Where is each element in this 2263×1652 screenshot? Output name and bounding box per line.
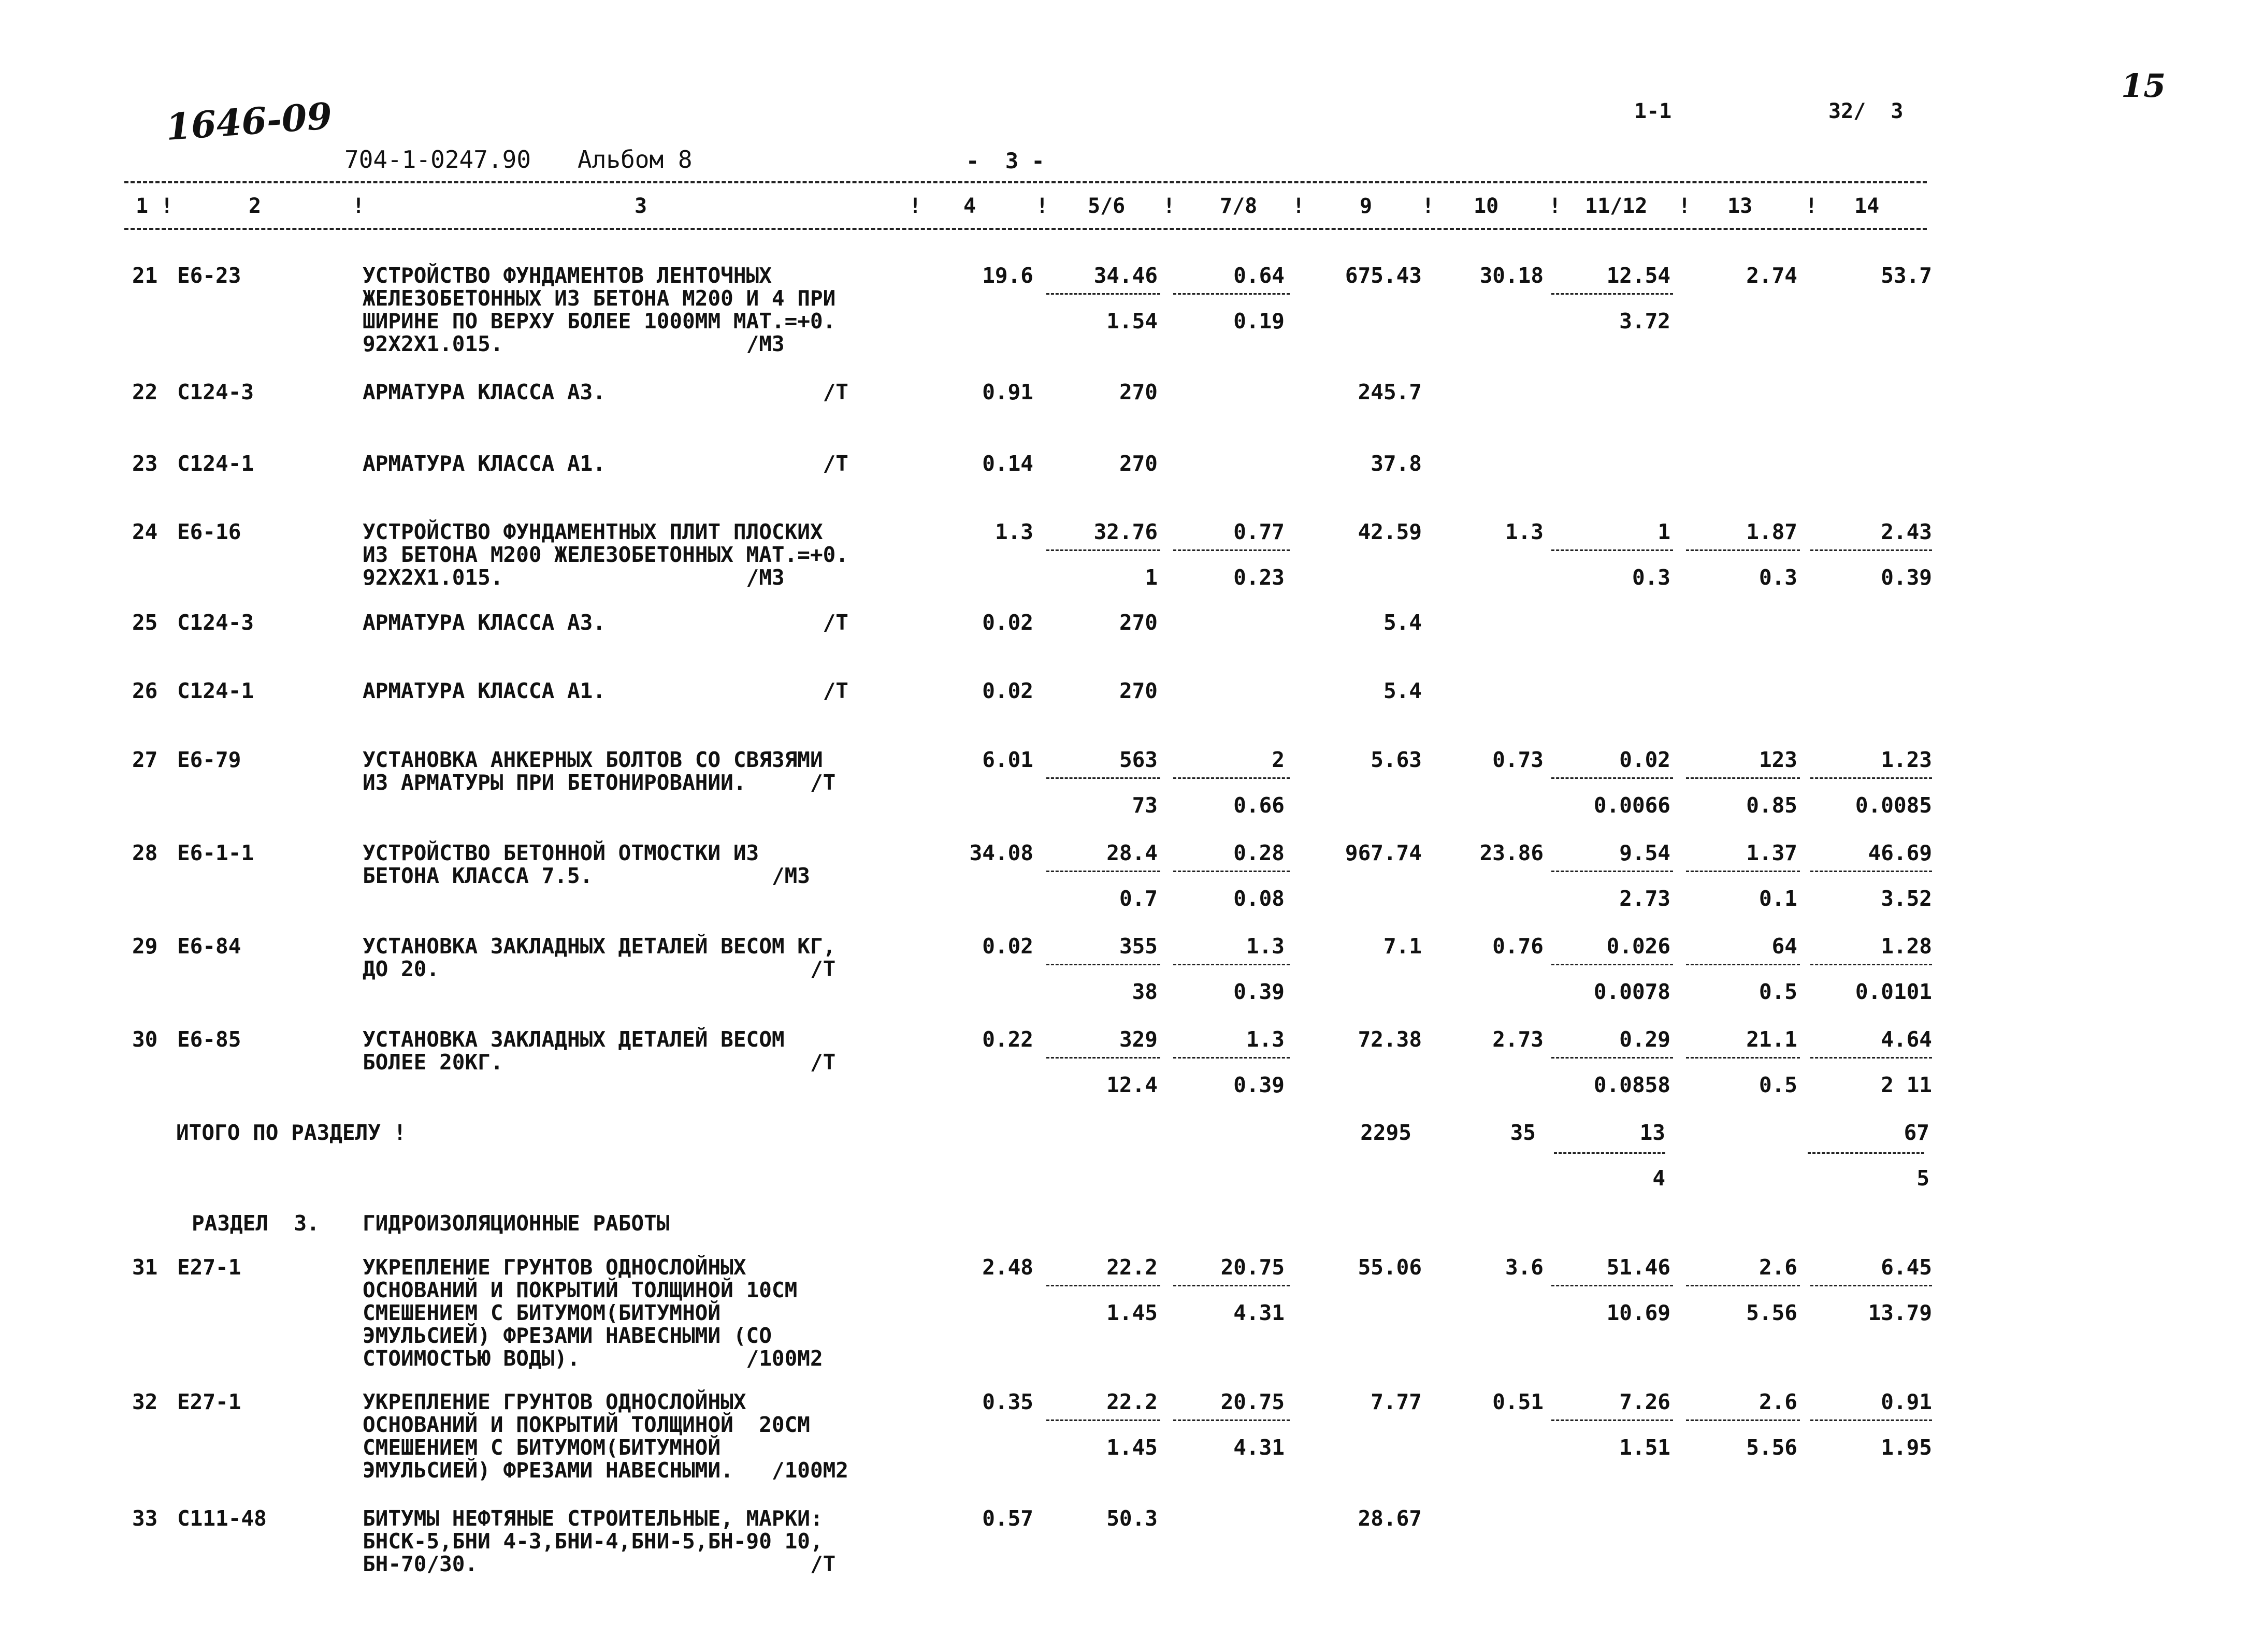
fraction-divider bbox=[1686, 871, 1800, 872]
col-sep: ! bbox=[1805, 194, 1818, 218]
row-col-14: 2.43 bbox=[1881, 519, 1932, 544]
col-11-12: 11/12 bbox=[1585, 194, 1648, 218]
row-col-1112-sub: 2.73 bbox=[1619, 886, 1670, 911]
col-sep: ! bbox=[1549, 194, 1562, 218]
row-col-10: 0.76 bbox=[1492, 934, 1544, 959]
fraction-divider bbox=[1046, 1057, 1160, 1059]
col-sep: ! bbox=[1678, 194, 1691, 218]
row-number: 25 bbox=[132, 610, 158, 635]
row-col-13: 2.6 bbox=[1758, 1389, 1797, 1414]
fraction-divider bbox=[1046, 1419, 1160, 1421]
document-code: 704-1-0247.90 bbox=[344, 146, 531, 173]
row-col-13: 64 bbox=[1771, 934, 1797, 959]
fraction-divider bbox=[1551, 293, 1673, 295]
row-col-5-6: 28.4 bbox=[1106, 841, 1158, 865]
row-code: Е6-79 bbox=[177, 747, 241, 772]
row-description: УСТРОЙСТВО ФУНДАМЕНТОВ ЛЕНТОЧНЫХ ЖЕЛЕЗОБЕТОННЫХ ИЗ БЕТОНА М200 И 4 ПРИ ШИРИНЕ ПО ВЕРХУ БОЛЕЕ 1000ММ МАТ.=+0. 92X2X1.015. /М3 bbox=[363, 263, 836, 356]
fraction-divider bbox=[1551, 964, 1673, 965]
row-col-11-12: 0.026 bbox=[1606, 934, 1670, 959]
row-col-9: 967.74 bbox=[1345, 841, 1422, 865]
row-col-78-sub: 0.08 bbox=[1233, 886, 1285, 911]
row-code: Е6-85 bbox=[177, 1027, 241, 1052]
row-col-5-6: 32.76 bbox=[1093, 519, 1158, 544]
fraction-divider bbox=[1046, 549, 1160, 551]
row-col-4: 0.91 bbox=[982, 380, 1033, 404]
row-description: УСТРОЙСТВО ФУНДАМЕНТНЫХ ПЛИТ ПЛОСКИХ ИЗ БЕТОНА М200 ЖЕЛЕЗОБЕТОННЫХ МАТ.=+0. 92X2X1.015. /М3 bbox=[363, 519, 848, 590]
row-col-11-12: 9.54 bbox=[1619, 841, 1670, 865]
row-col-13-sub: 5.56 bbox=[1746, 1435, 1797, 1460]
fraction-divider bbox=[1686, 777, 1800, 779]
corner-page-mark: 15 bbox=[2121, 67, 2166, 105]
fraction-divider bbox=[1046, 293, 1160, 295]
fraction-divider bbox=[1173, 777, 1290, 779]
row-col-4: 1.3 bbox=[994, 519, 1033, 544]
row-col-14-sub: 3.52 bbox=[1881, 886, 1932, 911]
row-description: УСТРОЙСТВО БЕТОННОЙ ОТМОСТКИ ИЗ БЕТОНА КЛАССА 7.5. /М3 bbox=[363, 841, 810, 888]
row-col-4: 0.57 bbox=[982, 1506, 1033, 1531]
row-col-7-8: 1.3 bbox=[1246, 934, 1285, 959]
row-col-9: 28.67 bbox=[1358, 1506, 1422, 1531]
total-label: ИТОГО ПО РАЗДЕЛУ ! bbox=[176, 1120, 407, 1145]
row-col-1112-sub: 3.72 bbox=[1619, 309, 1670, 334]
total-col-11-12: 13 bbox=[1639, 1120, 1665, 1145]
row-col-10: 2.73 bbox=[1492, 1027, 1544, 1052]
row-col-9: 72.38 bbox=[1358, 1027, 1422, 1052]
row-col-11-12: 0.02 bbox=[1619, 747, 1670, 772]
fraction-divider bbox=[1551, 1057, 1673, 1059]
col-sep: ! bbox=[1292, 194, 1305, 218]
row-col-11-12: 1 bbox=[1657, 519, 1670, 544]
row-description: УСТАНОВКА ЗАКЛАДНЫХ ДЕТАЛЕЙ ВЕСОМ БОЛЕЕ 20КГ. /Т bbox=[363, 1027, 836, 1075]
row-col-5-6: 22.2 bbox=[1106, 1255, 1158, 1280]
row-description: БИТУМЫ НЕФТЯНЫЕ СТРОИТЕЛЬНЫЕ, МАРКИ: БНСК-5,БНИ 4-3,БНИ-4,БНИ-5,БН-90 10, БН-70/30. /Т bbox=[363, 1506, 836, 1576]
row-col-14: 1.28 bbox=[1881, 934, 1932, 959]
fraction-divider bbox=[1551, 777, 1673, 779]
row-col-78-sub: 4.31 bbox=[1233, 1300, 1285, 1325]
row-col-4: 6.01 bbox=[982, 747, 1033, 772]
row-col-14-sub: 0.0085 bbox=[1855, 793, 1932, 818]
row-code: Е6-1-1 bbox=[177, 841, 254, 865]
fraction-divider bbox=[1551, 1285, 1673, 1286]
total-col-11-12-sub: 4 bbox=[1652, 1166, 1665, 1191]
row-number: 28 bbox=[132, 841, 158, 865]
row-col-7-8: 0.28 bbox=[1233, 841, 1285, 865]
row-code: С124-3 bbox=[177, 380, 254, 404]
col-sep: ! bbox=[909, 194, 922, 218]
row-code: Е6-16 bbox=[177, 519, 241, 544]
section-label: РАЗДЕЛ 3. bbox=[192, 1211, 320, 1236]
col-sep: ! bbox=[352, 194, 365, 218]
header-rule-bottom bbox=[124, 228, 1927, 230]
row-number: 27 bbox=[132, 747, 158, 772]
col-sep: ! bbox=[1036, 194, 1049, 218]
row-col-56-sub: 12.4 bbox=[1106, 1073, 1158, 1097]
fraction-divider bbox=[1173, 1285, 1290, 1286]
row-code: Е27-1 bbox=[177, 1255, 241, 1280]
fraction-divider bbox=[1810, 1285, 1932, 1286]
row-col-9: 42.59 bbox=[1358, 519, 1422, 544]
row-col-13: 1.87 bbox=[1746, 519, 1797, 544]
row-col-56-sub: 1.45 bbox=[1106, 1435, 1158, 1460]
row-col-14: 6.45 bbox=[1881, 1255, 1932, 1280]
fraction-divider bbox=[1173, 964, 1290, 965]
col-3: 3 bbox=[635, 194, 647, 218]
row-col-14-sub: 1.95 bbox=[1881, 1435, 1932, 1460]
col-9: 9 bbox=[1360, 194, 1373, 218]
row-col-7-8: 20.75 bbox=[1220, 1255, 1285, 1280]
album-label: Альбом 8 bbox=[578, 146, 693, 173]
row-code: Е27-1 bbox=[177, 1389, 241, 1414]
fraction-divider bbox=[1686, 1285, 1800, 1286]
row-description: АРМАТУРА КЛАССА А1. /Т bbox=[363, 451, 848, 476]
fraction-divider bbox=[1551, 1419, 1673, 1421]
row-col-78-sub: 0.66 bbox=[1233, 793, 1285, 818]
col-14: 14 bbox=[1854, 194, 1880, 218]
col-5-6: 5/6 bbox=[1088, 194, 1126, 218]
row-col-78-sub: 4.31 bbox=[1233, 1435, 1285, 1460]
row-number: 22 bbox=[132, 380, 158, 404]
col-4: 4 bbox=[963, 194, 976, 218]
row-col-9: 55.06 bbox=[1358, 1255, 1422, 1280]
col-10: 10 bbox=[1474, 194, 1499, 218]
row-col-56-sub: 73 bbox=[1132, 793, 1158, 818]
total-col-9: 2295 bbox=[1360, 1120, 1411, 1145]
row-col-11-12: 7.26 bbox=[1619, 1389, 1670, 1414]
row-col-56-sub: 38 bbox=[1132, 979, 1158, 1004]
row-col-10: 0.73 bbox=[1492, 747, 1544, 772]
fraction-divider bbox=[1810, 1057, 1932, 1059]
row-col-9: 5.4 bbox=[1383, 610, 1422, 635]
row-col-9: 5.63 bbox=[1371, 747, 1422, 772]
row-description: УСТАНОВКА ЗАКЛАДНЫХ ДЕТАЛЕЙ ВЕСОМ КГ, ДО 20. /Т bbox=[363, 934, 836, 981]
row-col-1112-sub: 10.69 bbox=[1606, 1300, 1670, 1325]
row-col-11-12: 51.46 bbox=[1606, 1255, 1670, 1280]
row-col-13: 123 bbox=[1758, 747, 1797, 772]
col-7-8: 7/8 bbox=[1220, 194, 1258, 218]
row-col-4: 34.08 bbox=[969, 841, 1033, 865]
fraction-divider bbox=[1046, 964, 1160, 965]
row-col-4: 0.22 bbox=[982, 1027, 1033, 1052]
row-col-56-sub: 1.45 bbox=[1106, 1300, 1158, 1325]
row-col-4: 2.48 bbox=[982, 1255, 1033, 1280]
row-code: С124-1 bbox=[177, 451, 254, 476]
col-13: 13 bbox=[1727, 194, 1753, 218]
row-col-4: 0.02 bbox=[982, 610, 1033, 635]
row-col-14-sub: 2 11 bbox=[1881, 1073, 1932, 1097]
fraction-divider bbox=[1173, 1419, 1290, 1421]
row-col-1112-sub: 0.0078 bbox=[1593, 979, 1670, 1004]
row-number: 26 bbox=[132, 678, 158, 703]
col-1: 1 ! bbox=[136, 194, 174, 218]
row-col-9: 245.7 bbox=[1358, 380, 1422, 404]
section-title: ГИДРОИЗОЛЯЦИОННЫЕ РАБОТЫ bbox=[363, 1211, 670, 1236]
fraction-divider bbox=[1810, 871, 1932, 872]
row-number: 23 bbox=[132, 451, 158, 476]
row-col-1112-sub: 1.51 bbox=[1619, 1435, 1670, 1460]
row-col-7-8: 1.3 bbox=[1246, 1027, 1285, 1052]
fraction-divider bbox=[1046, 1285, 1160, 1286]
row-number: 32 bbox=[132, 1389, 158, 1414]
row-col-13: 2.74 bbox=[1746, 263, 1797, 288]
page-number: - 3 - bbox=[966, 148, 1045, 173]
row-col-14: 4.64 bbox=[1881, 1027, 1932, 1052]
row-number: 31 bbox=[132, 1255, 158, 1280]
fraction-divider bbox=[1810, 964, 1932, 965]
row-col-13-sub: 0.5 bbox=[1758, 979, 1797, 1004]
row-col-5-6: 329 bbox=[1119, 1027, 1158, 1052]
col-sep: ! bbox=[1163, 194, 1176, 218]
row-col-14-sub: 0.39 bbox=[1881, 565, 1932, 590]
fraction-divider bbox=[1046, 871, 1160, 872]
row-col-78-sub: 0.39 bbox=[1233, 979, 1285, 1004]
fraction-divider bbox=[1173, 871, 1290, 872]
row-col-7-8: 0.64 bbox=[1233, 263, 1285, 288]
row-col-13: 2.6 bbox=[1758, 1255, 1797, 1280]
row-number: 29 bbox=[132, 934, 158, 959]
row-col-5-6: 270 bbox=[1119, 451, 1158, 476]
row-col-11-12: 12.54 bbox=[1606, 263, 1670, 288]
row-col-5-6: 270 bbox=[1119, 610, 1158, 635]
row-description: АРМАТУРА КЛАССА А3. /Т bbox=[363, 610, 848, 635]
row-col-14: 46.69 bbox=[1868, 841, 1932, 865]
row-col-10: 3.6 bbox=[1505, 1255, 1544, 1280]
fraction-divider bbox=[1046, 777, 1160, 779]
row-col-14: 53.7 bbox=[1881, 263, 1932, 288]
row-col-9: 7.77 bbox=[1371, 1389, 1422, 1414]
sheet-reference: 1-1 bbox=[1634, 99, 1672, 123]
fraction-divider bbox=[1173, 1057, 1290, 1059]
row-col-5-6: 22.2 bbox=[1106, 1389, 1158, 1414]
row-col-14: 0.91 bbox=[1881, 1389, 1932, 1414]
row-col-13: 21.1 bbox=[1746, 1027, 1797, 1052]
row-description: УКРЕПЛЕНИЕ ГРУНТОВ ОДНОСЛОЙНЫХ ОСНОВАНИЙ И ПОКРЫТИЙ ТОЛЩИНОЙ 10СМ СМЕШЕНИЕМ С БИТУМОМ(БИТУМНОЙ ЭМУЛЬСИЕЙ) ФРЕЗАМИ НАВЕСНЫМИ (СО СТОИМОСТЬЮ ВОДЫ). /100М2 bbox=[363, 1255, 823, 1371]
fraction-divider bbox=[1173, 549, 1290, 551]
row-description: УСТАНОВКА АНКЕРНЫХ БОЛТОВ СО СВЯЗЯМИ ИЗ АРМАТУРЫ ПРИ БЕТОНИРОВАНИИ. /Т bbox=[363, 747, 836, 795]
row-code: С124-1 bbox=[177, 678, 254, 703]
row-number: 21 bbox=[132, 263, 158, 288]
total-divider bbox=[1808, 1152, 1924, 1154]
row-col-5-6: 355 bbox=[1119, 934, 1158, 959]
row-col-13-sub: 5.56 bbox=[1746, 1300, 1797, 1325]
total-col-10: 35 bbox=[1510, 1120, 1536, 1145]
row-col-14-sub: 0.0101 bbox=[1855, 979, 1932, 1004]
fraction-divider bbox=[1686, 1057, 1800, 1059]
fraction-divider bbox=[1686, 1419, 1800, 1421]
row-col-9: 7.1 bbox=[1383, 934, 1422, 959]
fraction-divider bbox=[1810, 1419, 1932, 1421]
row-description: УКРЕПЛЕНИЕ ГРУНТОВ ОДНОСЛОЙНЫХ ОСНОВАНИЙ И ПОКРЫТИЙ ТОЛЩИНОЙ 20СМ СМЕШЕНИЕМ С БИТУМОМ(БИТУМНОЙ ЭМУЛЬСИЕЙ) ФРЕЗАМИ НАВЕСНЫМИ. /100М2 bbox=[363, 1389, 848, 1483]
row-col-9: 5.4 bbox=[1383, 678, 1422, 703]
row-col-4: 0.35 bbox=[982, 1389, 1033, 1414]
fraction-divider bbox=[1810, 777, 1932, 779]
row-number: 33 bbox=[132, 1506, 158, 1531]
fraction-divider bbox=[1686, 964, 1800, 965]
col-2: 2 bbox=[249, 194, 262, 218]
col-sep: ! bbox=[1422, 194, 1435, 218]
row-col-4: 0.02 bbox=[982, 934, 1033, 959]
row-col-13-sub: 0.5 bbox=[1758, 1073, 1797, 1097]
row-col-56-sub: 1.54 bbox=[1106, 309, 1158, 334]
row-col-56-sub: 1 bbox=[1145, 565, 1158, 590]
row-col-7-8: 2 bbox=[1272, 747, 1285, 772]
row-col-13: 1.37 bbox=[1746, 841, 1797, 865]
handwritten-code: 1646-09 bbox=[164, 94, 334, 149]
fraction-divider bbox=[1686, 549, 1800, 551]
total-divider bbox=[1554, 1152, 1665, 1154]
row-col-10: 30.18 bbox=[1479, 263, 1544, 288]
fraction-divider bbox=[1173, 293, 1290, 295]
sheet-number: 32/ 3 bbox=[1828, 99, 1904, 123]
fraction-divider bbox=[1551, 871, 1673, 872]
row-col-13-sub: 0.3 bbox=[1758, 565, 1797, 590]
row-col-10: 1.3 bbox=[1505, 519, 1544, 544]
row-col-9: 37.8 bbox=[1371, 451, 1422, 476]
row-col-14-sub: 13.79 bbox=[1868, 1300, 1932, 1325]
row-col-10: 0.51 bbox=[1492, 1389, 1544, 1414]
row-col-5-6: 34.46 bbox=[1093, 263, 1158, 288]
fraction-divider bbox=[1551, 549, 1673, 551]
row-col-78-sub: 0.23 bbox=[1233, 565, 1285, 590]
total-col-14-sub: 5 bbox=[1916, 1166, 1929, 1191]
row-col-1112-sub: 0.0858 bbox=[1593, 1073, 1670, 1097]
row-col-56-sub: 0.7 bbox=[1119, 886, 1158, 911]
row-col-5-6: 50.3 bbox=[1106, 1506, 1158, 1531]
header-rule-top bbox=[124, 181, 1927, 183]
row-number: 24 bbox=[132, 519, 158, 544]
row-col-5-6: 270 bbox=[1119, 678, 1158, 703]
row-col-1112-sub: 0.0066 bbox=[1593, 793, 1670, 818]
row-col-4: 0.14 bbox=[982, 451, 1033, 476]
row-description: АРМАТУРА КЛАССА А1. /Т bbox=[363, 678, 848, 703]
row-code: С124-3 bbox=[177, 610, 254, 635]
row-col-78-sub: 0.19 bbox=[1233, 309, 1285, 334]
row-col-1112-sub: 0.3 bbox=[1632, 565, 1670, 590]
row-col-14: 1.23 bbox=[1881, 747, 1932, 772]
fraction-divider bbox=[1810, 549, 1932, 551]
row-col-11-12: 0.29 bbox=[1619, 1027, 1670, 1052]
row-col-5-6: 270 bbox=[1119, 380, 1158, 404]
row-col-7-8: 20.75 bbox=[1220, 1389, 1285, 1414]
row-code: С111-48 bbox=[177, 1506, 267, 1531]
row-code: Е6-23 bbox=[177, 263, 241, 288]
row-col-7-8: 0.77 bbox=[1233, 519, 1285, 544]
row-col-78-sub: 0.39 bbox=[1233, 1073, 1285, 1097]
row-code: Е6-84 bbox=[177, 934, 241, 959]
row-col-10: 23.86 bbox=[1479, 841, 1544, 865]
row-col-4: 0.02 bbox=[982, 678, 1033, 703]
row-col-5-6: 563 bbox=[1119, 747, 1158, 772]
row-col-9: 675.43 bbox=[1345, 263, 1422, 288]
row-col-13-sub: 0.1 bbox=[1758, 886, 1797, 911]
row-col-13-sub: 0.85 bbox=[1746, 793, 1797, 818]
row-number: 30 bbox=[132, 1027, 158, 1052]
total-col-14: 67 bbox=[1904, 1120, 1929, 1145]
row-col-4: 19.6 bbox=[982, 263, 1033, 288]
row-description: АРМАТУРА КЛАССА А3. /Т bbox=[363, 380, 848, 404]
